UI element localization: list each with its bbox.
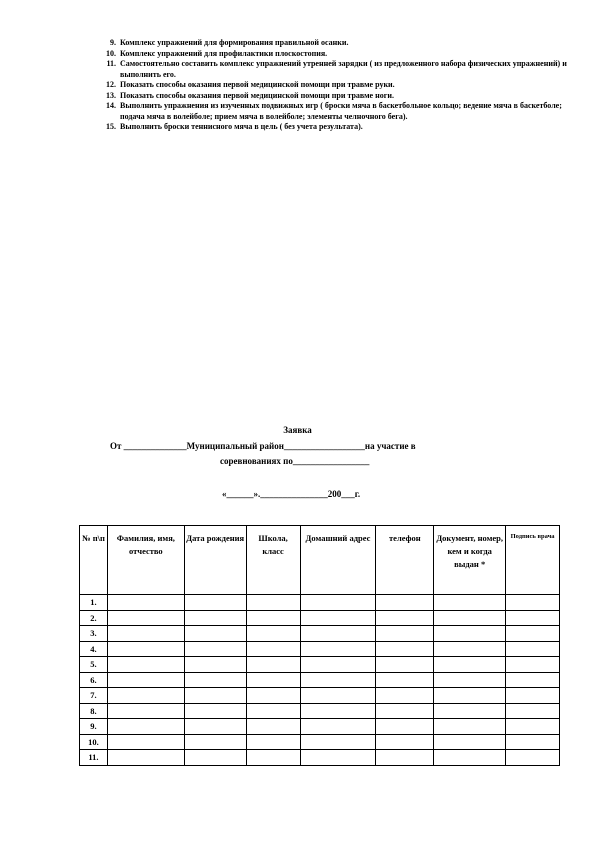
table-cell <box>246 610 300 626</box>
table-cell <box>506 595 560 611</box>
form-from-line: От ______________Муниципальный район__________________на участие в <box>110 441 416 451</box>
table-cell <box>376 734 434 750</box>
list-item <box>100 59 570 80</box>
list-item-number: 10. <box>106 48 116 58</box>
table-cell <box>184 610 246 626</box>
table-cell <box>300 703 376 719</box>
table-cell <box>246 688 300 704</box>
column-header-doctor-signature: Подпись врача <box>506 526 560 595</box>
column-header-birth-date: Дата рождения <box>184 526 246 595</box>
table-cell <box>376 719 434 735</box>
table-cell <box>300 734 376 750</box>
list-item <box>100 101 570 122</box>
table-cell <box>300 672 376 688</box>
table-cell <box>376 750 434 766</box>
table-cell <box>506 657 560 673</box>
table-row <box>80 688 560 704</box>
table-cell <box>434 610 506 626</box>
table-cell <box>184 734 246 750</box>
table-cell <box>376 641 434 657</box>
table-cell <box>107 688 184 704</box>
list-item-text: Выполнить упражнения из изученных подвижных игр ( броски мяча в баскетбольное кольцо; ведение мяча в баскетболе; подача мяча в волейболе; прием мяча в волейболе; элементы челночного бега). <box>120 101 562 121</box>
row-number: 7. <box>80 688 108 704</box>
table-cell <box>107 750 184 766</box>
table-cell <box>434 657 506 673</box>
list-item-text: Комплекс упражнений для профилактики плоскостопия. <box>120 48 328 58</box>
list-item <box>100 38 570 49</box>
table-cell <box>434 719 506 735</box>
row-number: 4. <box>80 641 108 657</box>
table-header-row <box>80 526 560 595</box>
table-cell <box>184 672 246 688</box>
table-cell <box>300 688 376 704</box>
table-cell <box>184 750 246 766</box>
list-item-number: 13. <box>106 90 116 100</box>
table-cell <box>246 641 300 657</box>
table-cell <box>107 626 184 642</box>
column-header-school-class: Школа, класс <box>246 526 300 595</box>
table-cell <box>506 626 560 642</box>
table-cell <box>246 703 300 719</box>
table-cell <box>506 703 560 719</box>
table-cell <box>376 688 434 704</box>
table-cell <box>506 688 560 704</box>
table-cell <box>246 657 300 673</box>
column-header-home-address: Домашний адрес <box>300 526 376 595</box>
table-cell <box>107 703 184 719</box>
table-cell <box>300 610 376 626</box>
table-row <box>80 672 560 688</box>
table-row <box>80 734 560 750</box>
table-cell <box>246 750 300 766</box>
table-cell <box>246 719 300 735</box>
table-row <box>80 610 560 626</box>
list-item-text: Комплекс упражнений для формирования правильной осанки. <box>120 38 349 47</box>
table-cell <box>246 672 300 688</box>
form-competition-line: соревнованиях по_________________ <box>220 456 370 466</box>
table-cell <box>107 734 184 750</box>
table-cell <box>376 626 434 642</box>
table-row <box>80 703 560 719</box>
table-cell <box>506 641 560 657</box>
table-cell <box>246 626 300 642</box>
table-cell <box>184 641 246 657</box>
list-item-number: 11. <box>106 59 116 68</box>
table-cell <box>376 610 434 626</box>
table-cell <box>434 703 506 719</box>
table-row <box>80 595 560 611</box>
table-cell <box>506 750 560 766</box>
table-cell <box>184 703 246 719</box>
table-cell <box>506 734 560 750</box>
table-cell <box>246 595 300 611</box>
table-cell <box>506 672 560 688</box>
row-number: 10. <box>80 734 108 750</box>
table-cell <box>184 719 246 735</box>
list-item-text: Показать способы оказания первой медицинской помощи при травме ноги. <box>120 90 394 100</box>
row-number: 1. <box>80 595 108 611</box>
table-cell <box>434 688 506 704</box>
table-cell <box>107 719 184 735</box>
table-cell <box>434 672 506 688</box>
table-row <box>80 626 560 642</box>
form-title: Заявка <box>283 425 312 435</box>
column-header-number: № п\п <box>80 526 108 595</box>
list-item <box>100 49 570 60</box>
table-cell <box>434 595 506 611</box>
list-item-number: 15. <box>106 122 116 131</box>
table-cell <box>434 750 506 766</box>
table-cell <box>300 626 376 642</box>
column-header-document: Документ, номер, кем и когда выдан * <box>434 526 506 595</box>
table-cell <box>184 595 246 611</box>
row-number: 8. <box>80 703 108 719</box>
table-cell <box>300 750 376 766</box>
table-cell <box>107 657 184 673</box>
table-cell <box>376 595 434 611</box>
table-cell <box>434 626 506 642</box>
list-item-text: Показать способы оказания первой медицинской помощи при травме руки. <box>120 80 395 89</box>
table-cell <box>376 703 434 719</box>
table-cell <box>376 657 434 673</box>
table-cell <box>107 641 184 657</box>
column-header-full-name: Фамилия, имя, отчество <box>107 526 184 595</box>
exercise-list <box>100 38 570 133</box>
table-row <box>80 750 560 766</box>
table-row <box>80 657 560 673</box>
list-item-number: 12. <box>106 80 116 89</box>
form-date-line: «______»._______________200___г. <box>222 489 361 499</box>
row-number: 5. <box>80 657 108 673</box>
table-cell <box>434 641 506 657</box>
row-number: 9. <box>80 719 108 735</box>
table-cell <box>107 595 184 611</box>
table-cell <box>107 610 184 626</box>
table-row <box>80 719 560 735</box>
table-cell <box>300 641 376 657</box>
participants-table <box>79 525 560 766</box>
column-header-phone: телефон <box>376 526 434 595</box>
row-number: 6. <box>80 672 108 688</box>
table-cell <box>300 657 376 673</box>
table-cell <box>184 688 246 704</box>
table-cell <box>300 719 376 735</box>
row-number: 11. <box>80 750 108 766</box>
table-cell <box>107 672 184 688</box>
table-cell <box>184 657 246 673</box>
list-item-number: 9. <box>110 38 116 47</box>
table-cell <box>376 672 434 688</box>
list-item <box>100 91 570 102</box>
table-cell <box>300 595 376 611</box>
list-item-text: Выполнить броски теннисного мяча в цель ( без учета результата). <box>120 122 363 131</box>
list-item <box>100 122 570 133</box>
table-row <box>80 641 560 657</box>
table-cell <box>434 734 506 750</box>
table-cell <box>506 610 560 626</box>
table-cell <box>246 734 300 750</box>
list-item-text: Самостоятельно составить комплекс упражнений утренней зарядки ( из предложенного набора физических упражнений) и выполнить его. <box>120 59 567 79</box>
table-cell <box>184 626 246 642</box>
list-item <box>100 80 570 91</box>
list-item-number: 14. <box>106 101 116 110</box>
table-cell <box>506 719 560 735</box>
row-number: 3. <box>80 626 108 642</box>
row-number: 2. <box>80 610 108 626</box>
